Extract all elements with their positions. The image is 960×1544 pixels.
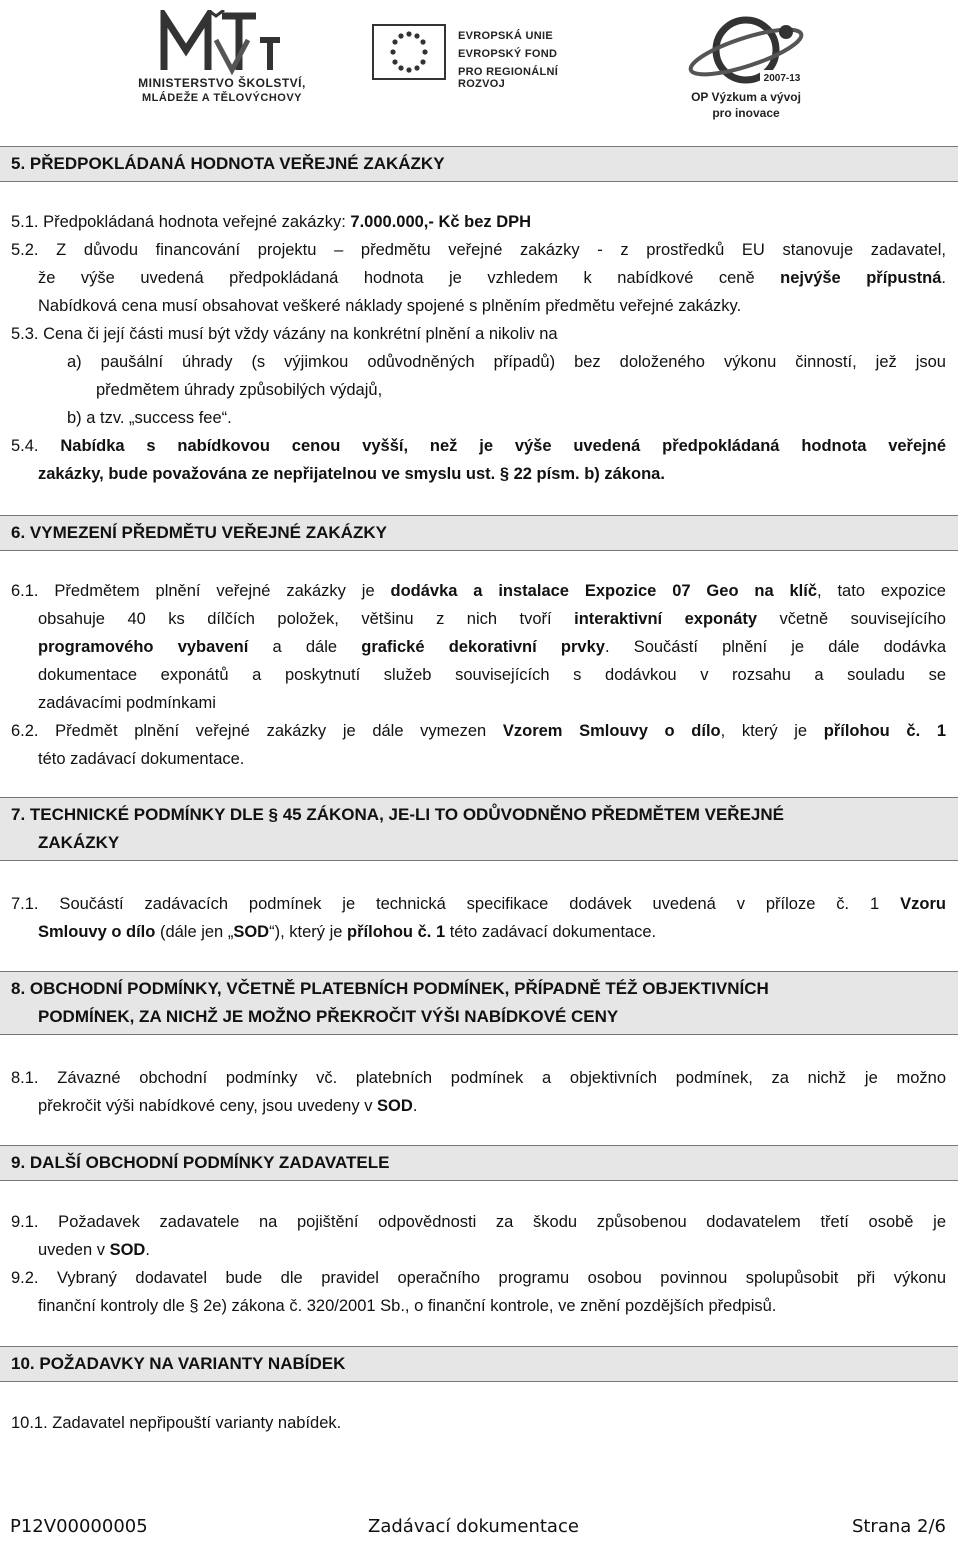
paragraph-5-4-line1 (11, 436, 946, 456)
msmt-logo-line2: MLÁDEŽE A TĚLOVÝCHOVY (141, 92, 303, 104)
p61-text-b: , tato expozice (817, 582, 946, 600)
p62-text-b: , který je (720, 722, 824, 740)
msmt-logo-mark (156, 10, 286, 76)
paragraph-8-1-line2 (38, 1096, 417, 1116)
msmt-logo-line1: MINISTERSTVO ŠKOLSTVÍ, (138, 76, 306, 90)
footer-page-number: Strana 2/6 (851, 1516, 946, 1537)
p54-bold-l1: Nabídka s nabídkovou cenou vyšší, než je výše uvedená předpokládaná hodnota veřejné (60, 437, 946, 455)
p61-text-e: a dále (248, 638, 362, 656)
paragraph-9-1-line1: 9.1. Požadavek zadavatele na pojištění odpovědnosti za škodu způsobenou dodavatelem třetí osobě je (11, 1213, 946, 1231)
p81-text-a: překročit výši nabídkové ceny, jsou uvedeny v (38, 1097, 378, 1115)
section-8-header (0, 971, 958, 1035)
p61-bold-b: interaktivní exponáty (574, 610, 758, 628)
p62-text-a: 6.2. Předmět plnění veřejné zakázky je dále vymezen (11, 722, 503, 740)
paragraph-5-3-item-a-line1: a) paušální úhrady (s výjimkou odůvodněných případů) bez doloženého výkonu činností, jež jsou (67, 353, 946, 371)
p71-text-d: této zadávací dokumentace. (445, 923, 657, 941)
paragraph-6-1-line3 (38, 637, 946, 657)
op-logo-line1: OP Výzkum a vývoj (691, 90, 801, 104)
p62-bold-a: Vzorem Smlouvy o dílo (502, 722, 721, 740)
paragraph-7-1-line1 (11, 894, 946, 914)
paragraph-6-1-line2 (38, 609, 946, 629)
paragraph-9-2-line1: 9.2. Vybraný dodavatel bude dle pravidel operačního programu osobou povinnou spolupůsobit při výkonu (11, 1269, 946, 1287)
footer-document-id: P12V00000005 (10, 1516, 148, 1537)
eu-logo-line3: PRO REGIONÁLNÍ ROZVOJ (458, 66, 559, 90)
p61-text-f: . Součástí plnění je dále dodávka (604, 638, 946, 656)
paragraph-6-2-line2: této zadávací dokumentace. (38, 750, 245, 768)
section-7-title-line1: 7. TECHNICKÉ PODMÍNKY DLE § 45 ZÁKONA, JE-LI TO ODŮVODNĚNO PŘEDMĚTEM VEŘEJNÉ (11, 805, 784, 824)
p61-bold-d: grafické dekorativní prvky (361, 638, 605, 656)
p71-text-b: (dále jen „ (155, 923, 234, 941)
paragraph-5-3-item-a-line2: předmětem úhrady způsobilých výdajů, (96, 381, 383, 399)
p61-text-d: včetně souvisejícího (757, 610, 946, 628)
op-logo-years: 2007-13 (763, 73, 801, 84)
section-5-title: 5. PŘEDPOKLÁDANÁ HODNOTA VEŘEJNÉ ZAKÁZKY (11, 154, 445, 173)
msmt-logo (112, 10, 332, 110)
p71-text-a: 7.1. Součástí zadávacích podmínek je technická specifikace dodávek uvedená v příloze č. 1 (11, 895, 901, 913)
eu-logo-line2: EVROPSKÝ FOND (458, 48, 558, 60)
paragraph-6-1-line4: dokumentace exponátů a poskytnutí služeb souvisejících s dodávkou v rozsahu a souladu se (38, 666, 946, 684)
paragraph-5-2-line2 (38, 268, 946, 288)
p61-bold-c: programového vybavení (38, 638, 249, 656)
p71-bold-b: Smlouvy o dílo (38, 923, 156, 941)
paragraph-5-3-item-b: b) a tzv. „success fee“. (67, 409, 232, 427)
p52-period: . (941, 269, 946, 287)
paragraph-5-3-line1: 5.3. Cena či její části musí být vždy vázány na konkrétní plnění a nikoliv na (11, 325, 558, 343)
header-logos (0, 8, 960, 120)
p52-bold: nejvýše přípustná (780, 269, 942, 287)
op-vavpi-logo (676, 14, 816, 124)
p51-text: 5.1. Předpokládaná hodnota veřejné zakázky: (11, 213, 351, 231)
section-8-title-line1: 8. OBCHODNÍ PODMÍNKY, VČETNĚ PLATEBNÍCH PODMÍNEK, PŘÍPADNĚ TÉŽ OBJEKTIVNÍCH (11, 979, 769, 998)
op-logo-mark (682, 14, 810, 90)
op-logo-line2: pro inovace (712, 106, 780, 120)
paragraph-6-1-line5: zadávacími podmínkami (38, 694, 216, 712)
p91-text: uveden v (38, 1241, 110, 1259)
p71-bold-a: Vzoru (900, 895, 946, 913)
section-9-header (0, 1145, 958, 1181)
p61-text-c: obsahuje 40 ks dílčích položek, většinu z nich tvoří (38, 610, 575, 628)
section-10-header (0, 1346, 958, 1382)
paragraph-5-1 (11, 212, 531, 232)
page-footer (0, 1516, 960, 1542)
p81-bold: SOD (377, 1097, 413, 1115)
p62-bold-b: přílohou č. 1 (823, 722, 946, 740)
p61-text-a: 6.1. Předmětem plnění veřejné zakázky je (11, 582, 391, 600)
paragraph-5-4-line2: zakázky, bude považována ze nepřijatelnou ve smyslu ust. § 22 písm. b) zákona. (38, 465, 665, 483)
section-5-header (0, 146, 958, 182)
p91-period: . (145, 1241, 150, 1259)
paragraph-5-2-line3: Nabídková cena musí obsahovat veškeré náklady spojené s plněním předmětu veřejné zakázky. (38, 297, 742, 315)
footer-document-title: Zadávací dokumentace (368, 1516, 579, 1537)
p91-bold: SOD (109, 1241, 146, 1259)
section-7-header (0, 797, 958, 861)
p61-bold-a: dodávka a instalace Expozice 07 Geo na klíč (390, 582, 818, 600)
eu-logo (372, 18, 602, 90)
paragraph-9-2-line2: finanční kontroly dle § 2e) zákona č. 320/2001 Sb., o finanční kontrole, ve znění pozdějších předpisů. (38, 1297, 777, 1315)
p71-text-c: “), který je (269, 923, 348, 941)
paragraph-6-1-line1 (11, 581, 946, 601)
paragraph-7-1-line2 (38, 922, 656, 942)
p71-bold-c: SOD (233, 923, 270, 941)
section-6-header (0, 515, 958, 551)
p71-bold-d: přílohou č. 1 (347, 923, 446, 941)
paragraph-5-2-line1: 5.2. Z důvodu financování projektu – předmětu veřejné zakázky - z prostředků EU stanovuje zadavatel, (11, 241, 946, 259)
eu-logo-line1: EVROPSKÁ UNIE (458, 30, 553, 42)
eu-flag-icon (372, 24, 446, 80)
paragraph-9-1-line2 (38, 1240, 150, 1260)
p54-number: 5.4. (11, 437, 61, 455)
p81-period: . (412, 1097, 418, 1115)
paragraph-10-1: 10.1. Zadavatel nepřipouští varianty nabídek. (11, 1414, 342, 1432)
section-7-title-line2: ZAKÁZKY (38, 833, 120, 852)
section-9-title: 9. DALŠÍ OBCHODNÍ PODMÍNKY ZADAVATELE (11, 1153, 390, 1172)
paragraph-6-2-line1 (11, 721, 946, 741)
paragraph-8-1-line1: 8.1. Závazné obchodní podmínky vč. platebních podmínek a objektivních podmínek, za nichž je možno (11, 1069, 946, 1087)
p52-text: že výše uvedená předpokládaná hodnota je vzhledem k nabídkové ceně (38, 269, 781, 287)
section-6-title: 6. VYMEZENÍ PŘEDMĚTU VEŘEJNÉ ZAKÁZKY (11, 523, 387, 542)
p51-value: 7.000.000,- Kč bez DPH (350, 213, 532, 231)
section-8-title-line2: PODMÍNEK, ZA NICHŽ JE MOŽNO PŘEKROČIT VÝŠI NABÍDKOVÉ CENY (38, 1007, 619, 1026)
section-10-title: 10. POŽADAVKY NA VARIANTY NABÍDEK (11, 1354, 346, 1373)
